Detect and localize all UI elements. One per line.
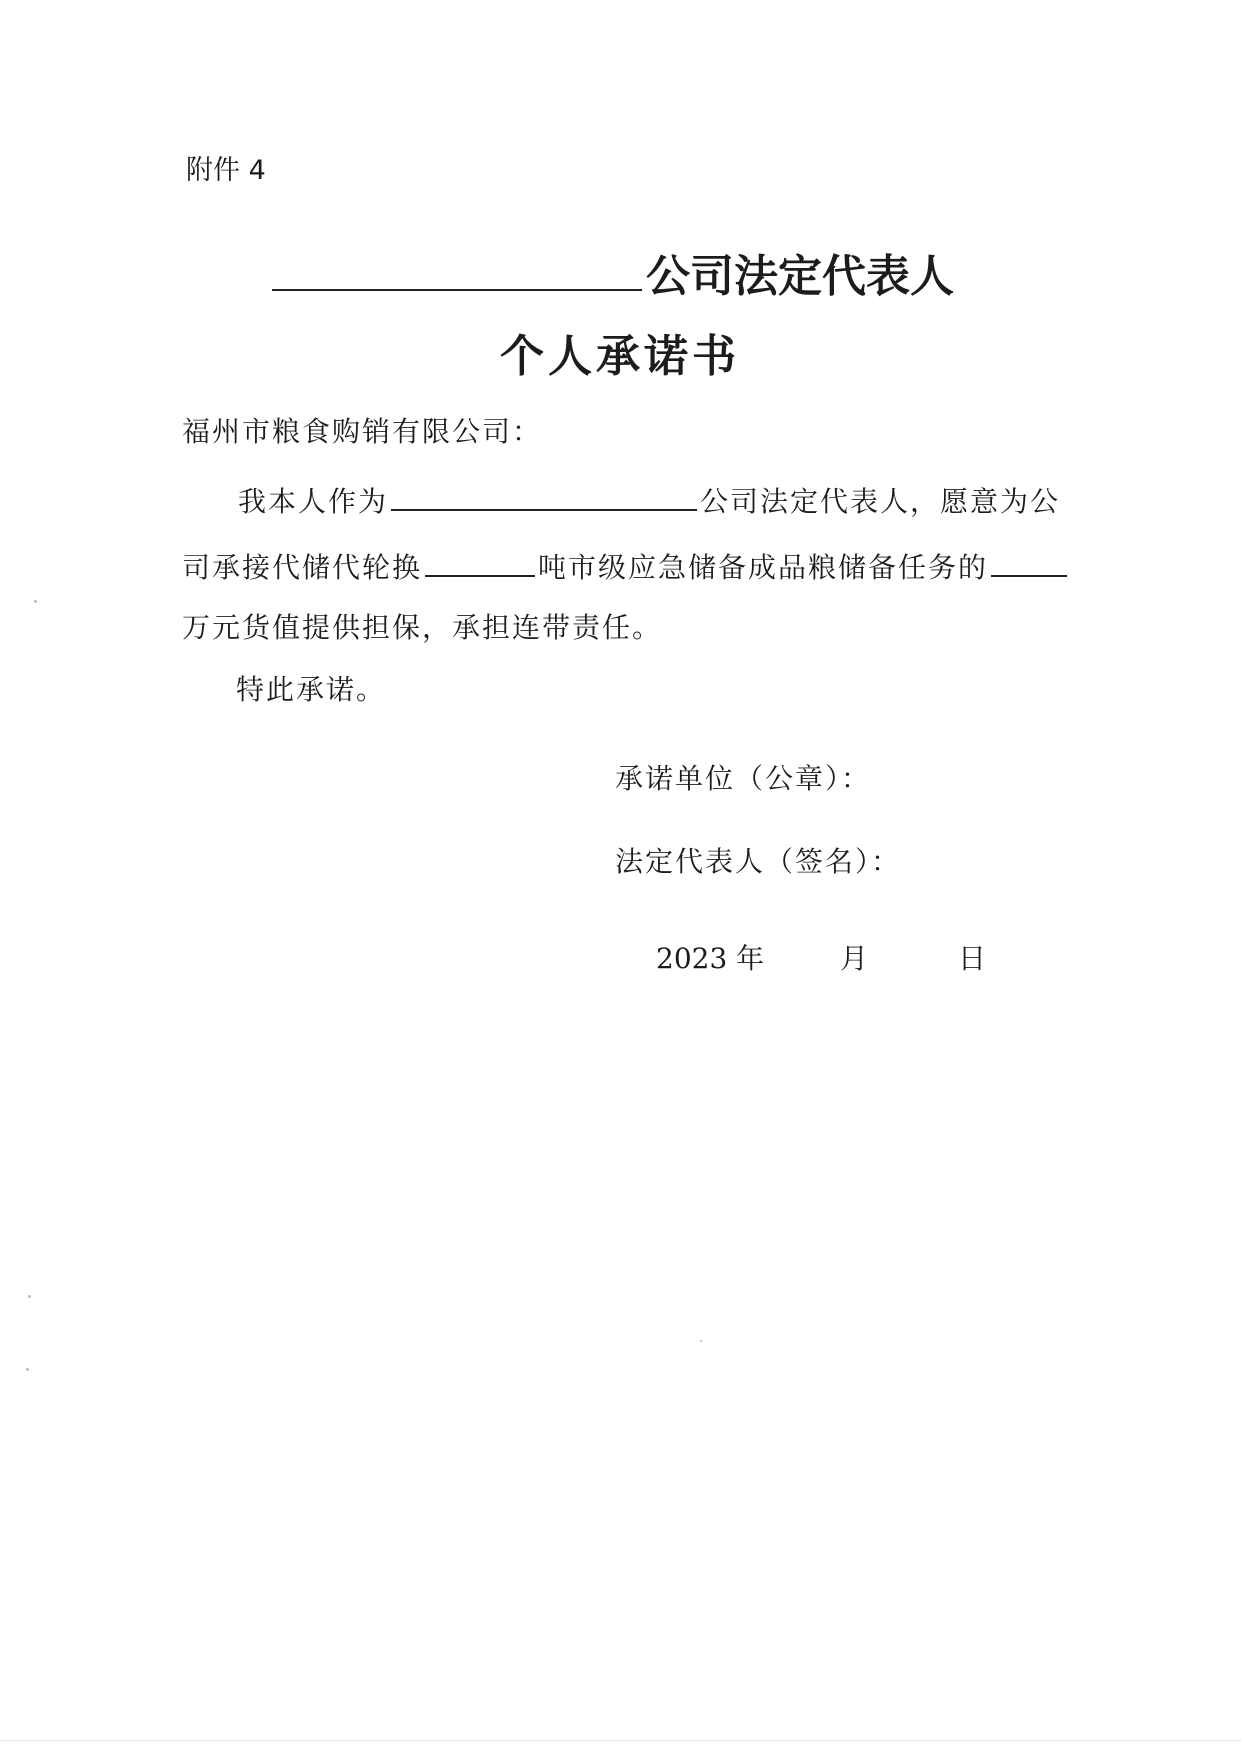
date-month: 月 [840, 942, 869, 975]
scan-speck [700, 1340, 702, 1342]
amount-blank [991, 574, 1067, 577]
scan-speck [26, 1368, 29, 1371]
title-line-1 [272, 240, 954, 304]
paragraph-line-2 [182, 546, 1067, 586]
page-edge [0, 1740, 1241, 1741]
signature-unit-label: 承诺单位（公章）： [615, 762, 872, 795]
tonnage-blank [425, 574, 535, 577]
paragraph-line-1 [238, 480, 1060, 520]
paragraph-line-3: 万元货值提供担保，承担连带责任。 [182, 611, 663, 644]
attachment-label: 附件 4 [186, 155, 266, 186]
company-name-blank [272, 288, 642, 291]
company-blank [391, 508, 697, 511]
paragraph-text-4: 吨市级应急储备成品粮储备任务的 [538, 551, 989, 584]
scan-speck [28, 1295, 31, 1298]
signature-rep-label: 法定代表人（签名）： [615, 845, 902, 878]
closing-text: 特此承诺。 [236, 673, 387, 706]
title-line-1-text: 公司法定代表人 [646, 251, 954, 302]
paragraph-text-1: 我本人作为 [238, 485, 389, 518]
addressee: 福州市粮食购销有限公司： [182, 415, 543, 448]
date-day: 日 [958, 942, 987, 975]
scan-speck [34, 600, 37, 603]
date-year: 2023 年 [656, 942, 765, 975]
title-line-2: 个人承诺书 [500, 331, 740, 382]
paragraph-text-2: 公司法定代表人，愿意为公 [700, 485, 1061, 518]
paragraph-text-3: 司承接代储代轮换 [182, 551, 423, 584]
